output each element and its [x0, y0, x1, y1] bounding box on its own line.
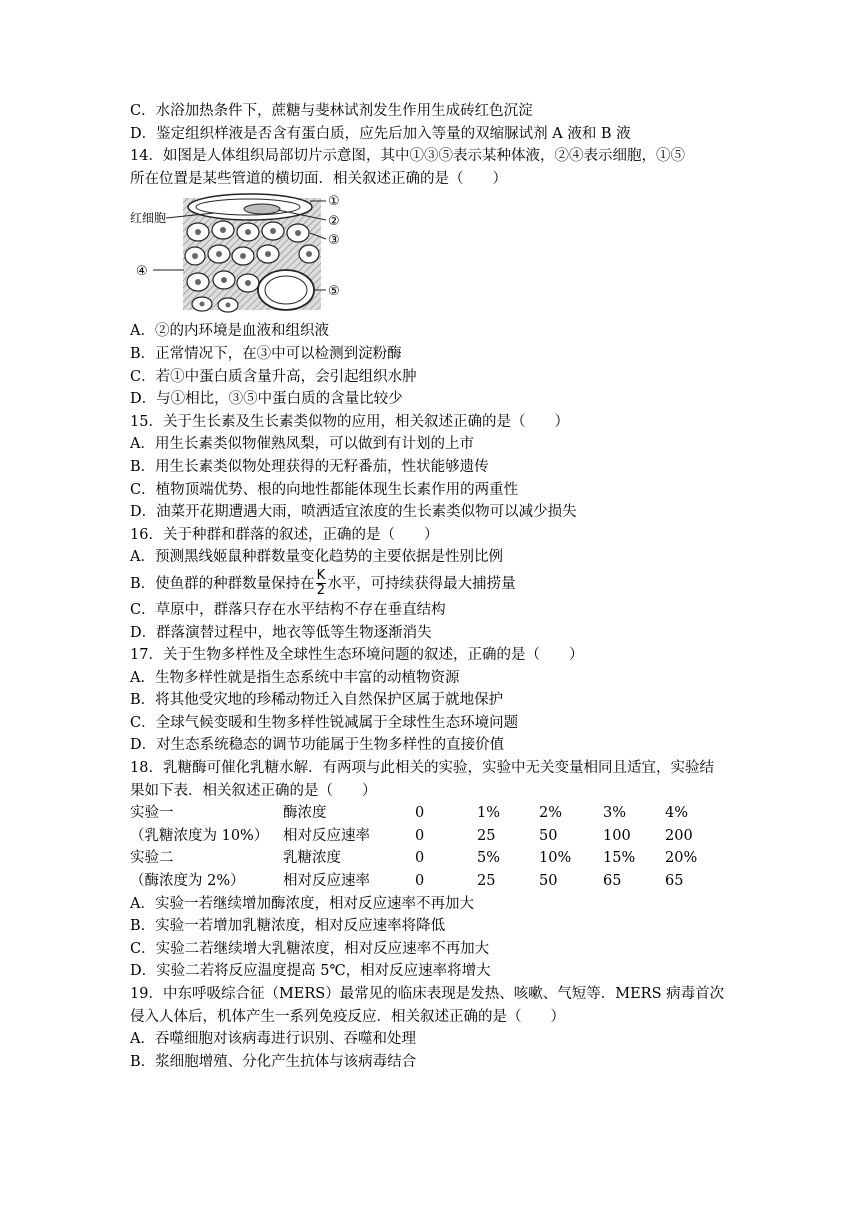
table-cell: 10%: [539, 850, 572, 867]
table-cell: 100: [603, 827, 631, 844]
experiment-table: [130, 802, 725, 892]
table-cell: 50: [539, 827, 558, 844]
table-row: [130, 870, 725, 893]
table-cell: （酶浓度为 2%）: [130, 873, 245, 890]
table-cell: 50: [539, 873, 558, 890]
rbc-label: 红细胞: [130, 211, 167, 226]
table-cell: 2%: [539, 805, 563, 822]
q16-option-a: A．预测黑线姬鼠种群数量变化趋势的主要依据是性别比例: [130, 549, 503, 566]
question-14-stem-line1: 14．如图是人体组织局部切片示意图，其中①③⑤表示某种体液，②④表示细胞，①⑤: [130, 148, 685, 165]
q18-option-d: D．实验二若将反应温度提高 5℃，相对反应速率将增大: [130, 963, 491, 980]
table-cell: 65: [603, 873, 622, 890]
fraction-numerator: K: [316, 568, 326, 584]
option-c-q13: C．水浴加热条件下，蔗糖与斐林试剂发生作用生成砖红色沉淀: [130, 103, 533, 119]
table-cell: 1%: [477, 805, 501, 822]
option-d-q13: D．鉴定组织样液是否含有蛋白质，应先后加入等量的双缩脲试剂 A 液和 B 液: [130, 125, 631, 142]
question-18-stem-line2: 果如下表．相关叙述正确的是（ ）: [130, 782, 377, 799]
table-row: [130, 847, 725, 870]
q16-option-d: D．群落演替过程中，地衣等低等生物逐渐消失: [130, 624, 432, 641]
table-row: [130, 825, 725, 848]
fraction-denominator: 2: [316, 583, 326, 599]
table-cell: 0: [415, 873, 425, 890]
q15-option-c: C．植物顶端优势、根的向地性都能体现生长素作用的两重性: [130, 481, 519, 498]
table-cell: 65: [665, 873, 684, 890]
table-cell: 0: [415, 805, 425, 822]
q15-option-b: B．用生长素类似物处理获得的无籽番茄，性状能够遗传: [130, 458, 489, 475]
marker-1: ①: [328, 194, 340, 210]
q18-option-b: B．实验一若增加乳糖浓度，相对反应速率将降低: [130, 918, 446, 935]
table-cell: 酶浓度: [283, 805, 327, 822]
q14-option-a: A．②的内环境是血液和组织液: [130, 323, 329, 340]
text-block-q16-18: [130, 599, 730, 802]
question-14-stem-line2: 所在位置是某些管道的横切面．相关叙述正确的是（ ）: [130, 170, 507, 187]
q19-option-b: B．浆细胞增殖、分化产生抗体与该病毒结合: [130, 1053, 417, 1070]
exam-page: [130, 100, 730, 1073]
q14-option-d: D．与①相比，③⑤中蛋白质的含量比较少: [130, 391, 403, 408]
q14-option-c: C．若①中蛋白质含量升高，会引起组织水肿: [130, 368, 417, 385]
table-cell: 3%: [603, 805, 627, 822]
marker-2: ②: [328, 214, 340, 230]
question-17-stem: 17．关于生物多样性及全球性生态环境问题的叙述，正确的是（ ）: [130, 647, 584, 664]
q17-option-a: A．生物多样性就是指生态系统中丰富的动植物资源: [130, 669, 460, 686]
k-over-2-fraction: [316, 569, 327, 598]
table-cell: 实验二: [130, 850, 174, 867]
q16b-prefix: B．使鱼群的种群数量保持在: [130, 575, 315, 592]
table-cell: （乳糖浓度为 10%）: [130, 827, 269, 844]
question-18-stem-line1: 18．乳糖酶可催化乳糖水解．有两项与此相关的实验，实验中无关变量相同且适宜，实验结: [130, 760, 714, 777]
table-cell: 实验一: [130, 805, 174, 822]
marker-3: ③: [328, 233, 340, 249]
question-15-stem: 15．关于生长素及生长素类似物的应用，相关叙述正确的是（ ）: [130, 413, 569, 430]
q16-option-c: C．草原中，群落只存在水平结构不存在垂直结构: [130, 601, 446, 618]
q18-option-a: A．实验一若继续增加酶浓度，相对反应速率不再加大: [130, 895, 474, 912]
table-cell: 乳糖浓度: [283, 850, 341, 867]
tissue-section-image: [130, 192, 360, 316]
table-cell: 5%: [477, 850, 501, 867]
q17-option-d: D．对生态系统稳态的调节功能属于生物多样性的直接价值: [130, 737, 505, 754]
q19-option-a: A．吞噬细胞对该病毒进行识别、吞噬和处理: [130, 1031, 416, 1048]
q15-option-a: A．用生长素类似物催熟凤梨，可以做到有计划的上市: [130, 436, 474, 453]
q16b-suffix: 水平，可持续获得最大捕捞量: [327, 575, 516, 592]
q17-option-b: B．将其他受灾地的珍稀动物迁入自然保护区属于就地保护: [130, 692, 504, 709]
text-block-top: [130, 100, 730, 190]
q16-option-b: [130, 569, 730, 599]
table-cell: 15%: [603, 850, 636, 867]
table-cell: 0: [415, 850, 425, 867]
table-cell: 0: [415, 827, 425, 844]
tissue-section-diagram: [130, 192, 360, 316]
text-block-q14-15: [130, 320, 730, 569]
marker-4: ④: [136, 264, 148, 280]
q18-option-c: C．实验二若继续增大乳糖浓度，相对反应速率不再加大: [130, 940, 490, 957]
text-block-bottom: [130, 893, 730, 1074]
table-cell: 25: [477, 827, 496, 844]
question-19-stem-line1: 19．中东呼吸综合征（MERS）最常见的临床表现是发热、咳嗽、气短等．MERS 病毒首次: [130, 986, 725, 1002]
table-cell: 25: [477, 873, 496, 890]
q17-option-c: C．全球气候变暖和生物多样性锐减属于全球性生态环境问题: [130, 714, 519, 731]
table-cell: 相对反应速率: [283, 873, 370, 890]
question-16-stem: 16．关于种群和群落的叙述，正确的是（ ）: [130, 526, 439, 543]
table-row: [130, 802, 725, 825]
q15-option-d: D．油菜开花期遭遇大雨，喷洒适宜浓度的生长素类似物可以减少损失: [130, 504, 577, 521]
table-cell: 4%: [665, 805, 689, 822]
table-cell: 20%: [665, 850, 698, 867]
q14-option-b: B．正常情况下，在③中可以检测到淀粉酶: [130, 345, 402, 362]
question-19-stem-line2: 侵入人体后，机体产生一系列免疫反应．相关叙述正确的是（ ）: [130, 1008, 565, 1025]
table-cell: 200: [665, 827, 693, 844]
table-cell: 相对反应速率: [283, 827, 370, 844]
marker-5: ⑤: [328, 284, 340, 300]
